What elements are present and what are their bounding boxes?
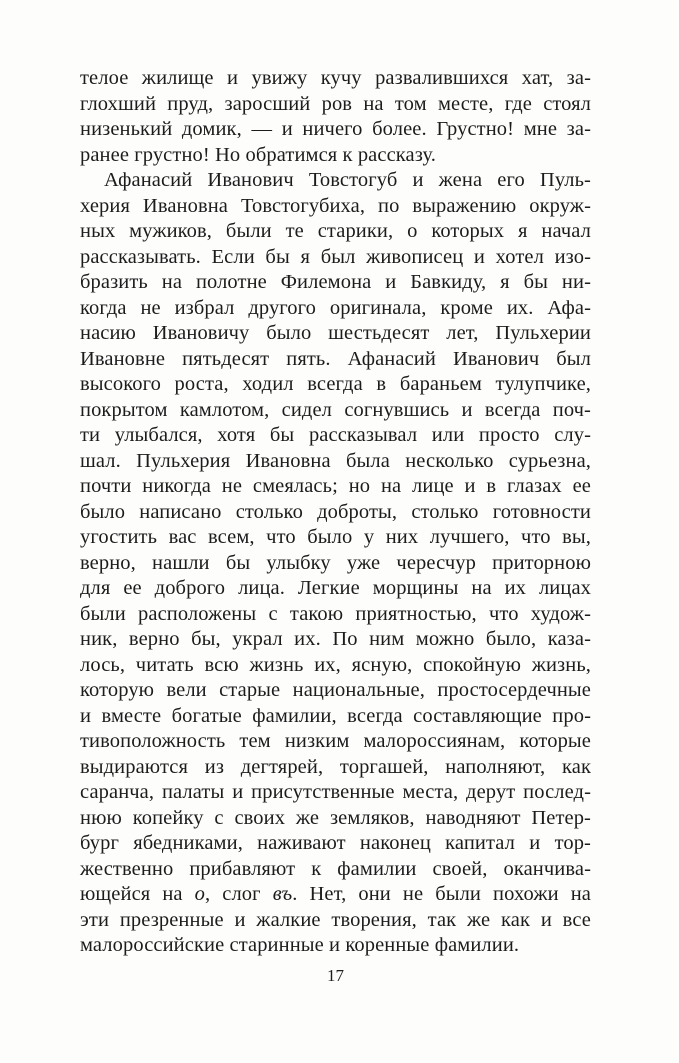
page-text bbox=[80, 66, 591, 959]
text-line: малороссийские старинные и коренные фамилии. bbox=[80, 934, 520, 956]
text-line: Афанасий Иванович Товстогуб и жена его Пуль- bbox=[104, 169, 591, 191]
text-line: бразить на полотне Филемона и Бавкиду, я бы ни- bbox=[80, 271, 591, 293]
text-line: ных мужиков, были те старики, о которых я начал bbox=[80, 220, 591, 242]
text-line: были расположены с такою приятностью, что худож- bbox=[80, 602, 591, 625]
text-line: херия Ивановна Товстогубиха, по выражению окруж- bbox=[80, 194, 591, 217]
text-line: ющейся на о, слог въ. Нет, они не были похожи на bbox=[80, 883, 591, 905]
text-line: почти никогда не смеялась; но на лице и в глазах ее bbox=[80, 475, 591, 497]
text-line: низенький домик, — и ничего более. Грустно! мне за- bbox=[80, 118, 591, 140]
text-line: нюю копейку с своих же земляков, наводняют Петер- bbox=[80, 806, 591, 829]
text-line: лось, читать всю жизнь их, ясную, спокойную жизнь, bbox=[80, 653, 591, 676]
page-number: 17 bbox=[327, 966, 344, 985]
text-line: жественно прибавляют к фамилии своей, оканчива- bbox=[80, 857, 591, 880]
text-line: высокого роста, ходил всегда в бараньем тулупчике, bbox=[80, 373, 591, 395]
text-line: ник, верно бы, украл их. По ним можно было, каза- bbox=[80, 628, 591, 650]
text-line: бург ябедниками, наживают наконец капитал и тор- bbox=[80, 832, 591, 854]
text-line: рассказывать. Если бы я был живописец и хотел изо- bbox=[80, 245, 591, 268]
text-line: для ее доброго лица. Легкие морщины на их лицах bbox=[80, 577, 591, 599]
text-line: выдираются из дегтярей, торгашей, наполняют, как bbox=[80, 755, 591, 778]
text-line: шал. Пульхерия Ивановна была несколько сурьезна, bbox=[80, 449, 591, 472]
text-line: Ивановне пятьдесят пять. Афанасий Иванович был bbox=[80, 347, 591, 370]
text-line: глохший пруд, заросший ров на том месте, где стоял bbox=[80, 92, 591, 115]
text-line: угостить вас всем, что было у них лучшего, что вы, bbox=[80, 526, 591, 548]
text-line: было написано столько доброты, столько готовности bbox=[80, 500, 591, 523]
text-line: телое жилище и увижу кучу развалившихся хат, за- bbox=[80, 67, 591, 89]
text-line: верно, нашли бы улыбку уже чересчур приторною bbox=[80, 551, 591, 574]
text-line: когда не избрал другого оригинала, кроме их. Афа- bbox=[80, 296, 591, 319]
text-line: насию Ивановичу было шестьдесят лет, Пульхерии bbox=[80, 322, 591, 344]
text-line: покрытом камлотом, сидел согнувшись и всегда поч- bbox=[80, 398, 591, 421]
text-line: саранча, палаты и присутственные места, дерут послед- bbox=[80, 781, 591, 803]
text-line: и вместе богатые фамилии, всегда составляющие про- bbox=[80, 704, 591, 727]
text-line: которую вели старые национальные, простосердечные bbox=[80, 679, 591, 701]
text-line: ранее грустно! Но обратимся к рассказу. bbox=[80, 143, 437, 166]
text-line: ти улыбался, хотя бы рассказывал или просто слу- bbox=[80, 424, 591, 446]
text-line: эти презренные и жалкие творения, так же как и все bbox=[80, 908, 591, 931]
text-line: тивоположность тем низким малороссиянам, которые bbox=[80, 730, 591, 752]
